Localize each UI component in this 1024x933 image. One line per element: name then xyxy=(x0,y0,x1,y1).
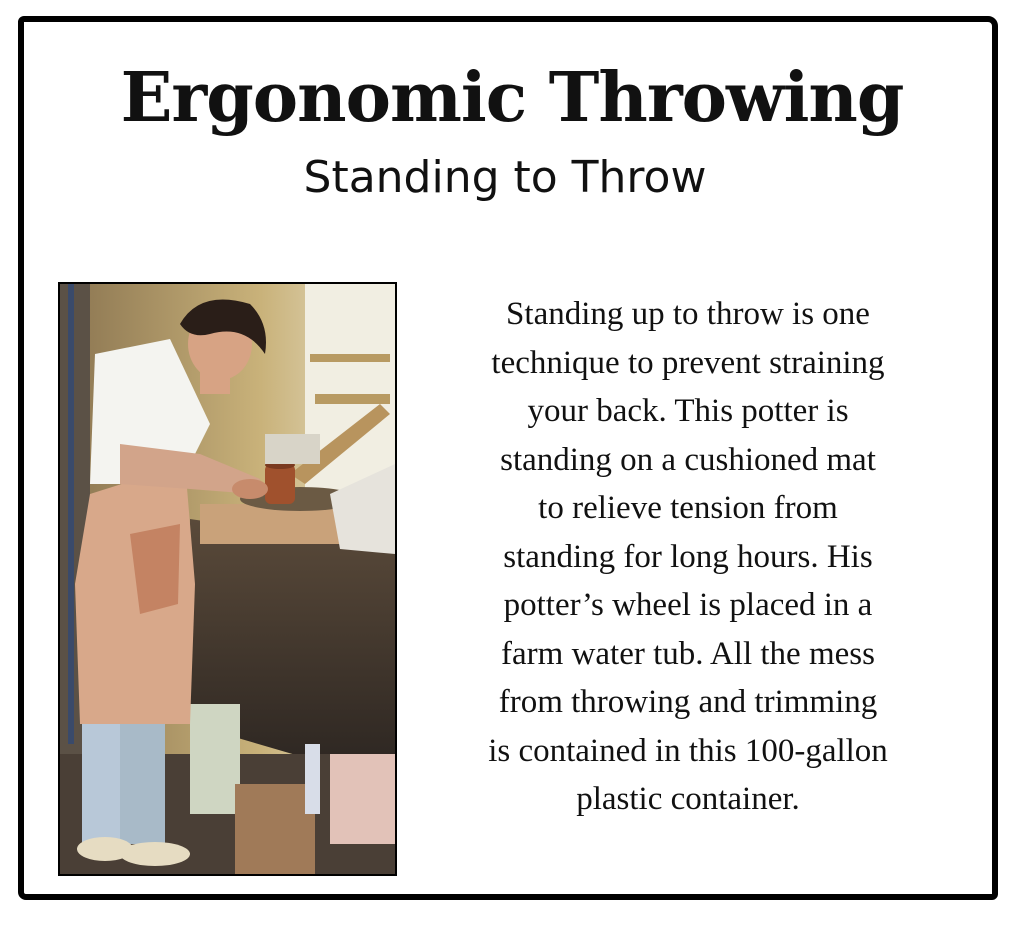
body-line: your back. This potter is xyxy=(527,393,849,429)
body-line: plastic container. xyxy=(576,781,800,817)
potter-photo xyxy=(58,282,397,876)
body-line: potter’s wheel is placed in a xyxy=(503,587,873,623)
body-line: farm water tub. All the mess xyxy=(501,635,875,672)
body-line: standing for long hours. His xyxy=(503,538,873,575)
page-subtitle: Standing to Throw xyxy=(303,152,707,203)
page-title: Ergonomic Throwing xyxy=(120,58,904,138)
body-line: standing on a cushioned mat xyxy=(500,441,876,478)
body-line: is contained in this 100-gallon xyxy=(488,732,888,769)
body-line: to relieve tension from xyxy=(538,490,838,526)
body-paragraph xyxy=(448,290,928,824)
body-line: from throwing and trimming xyxy=(498,684,878,720)
potter-illustration xyxy=(60,284,395,874)
body-line: technique to prevent straining xyxy=(491,344,885,381)
body-line: Standing up to throw is one xyxy=(506,296,870,332)
